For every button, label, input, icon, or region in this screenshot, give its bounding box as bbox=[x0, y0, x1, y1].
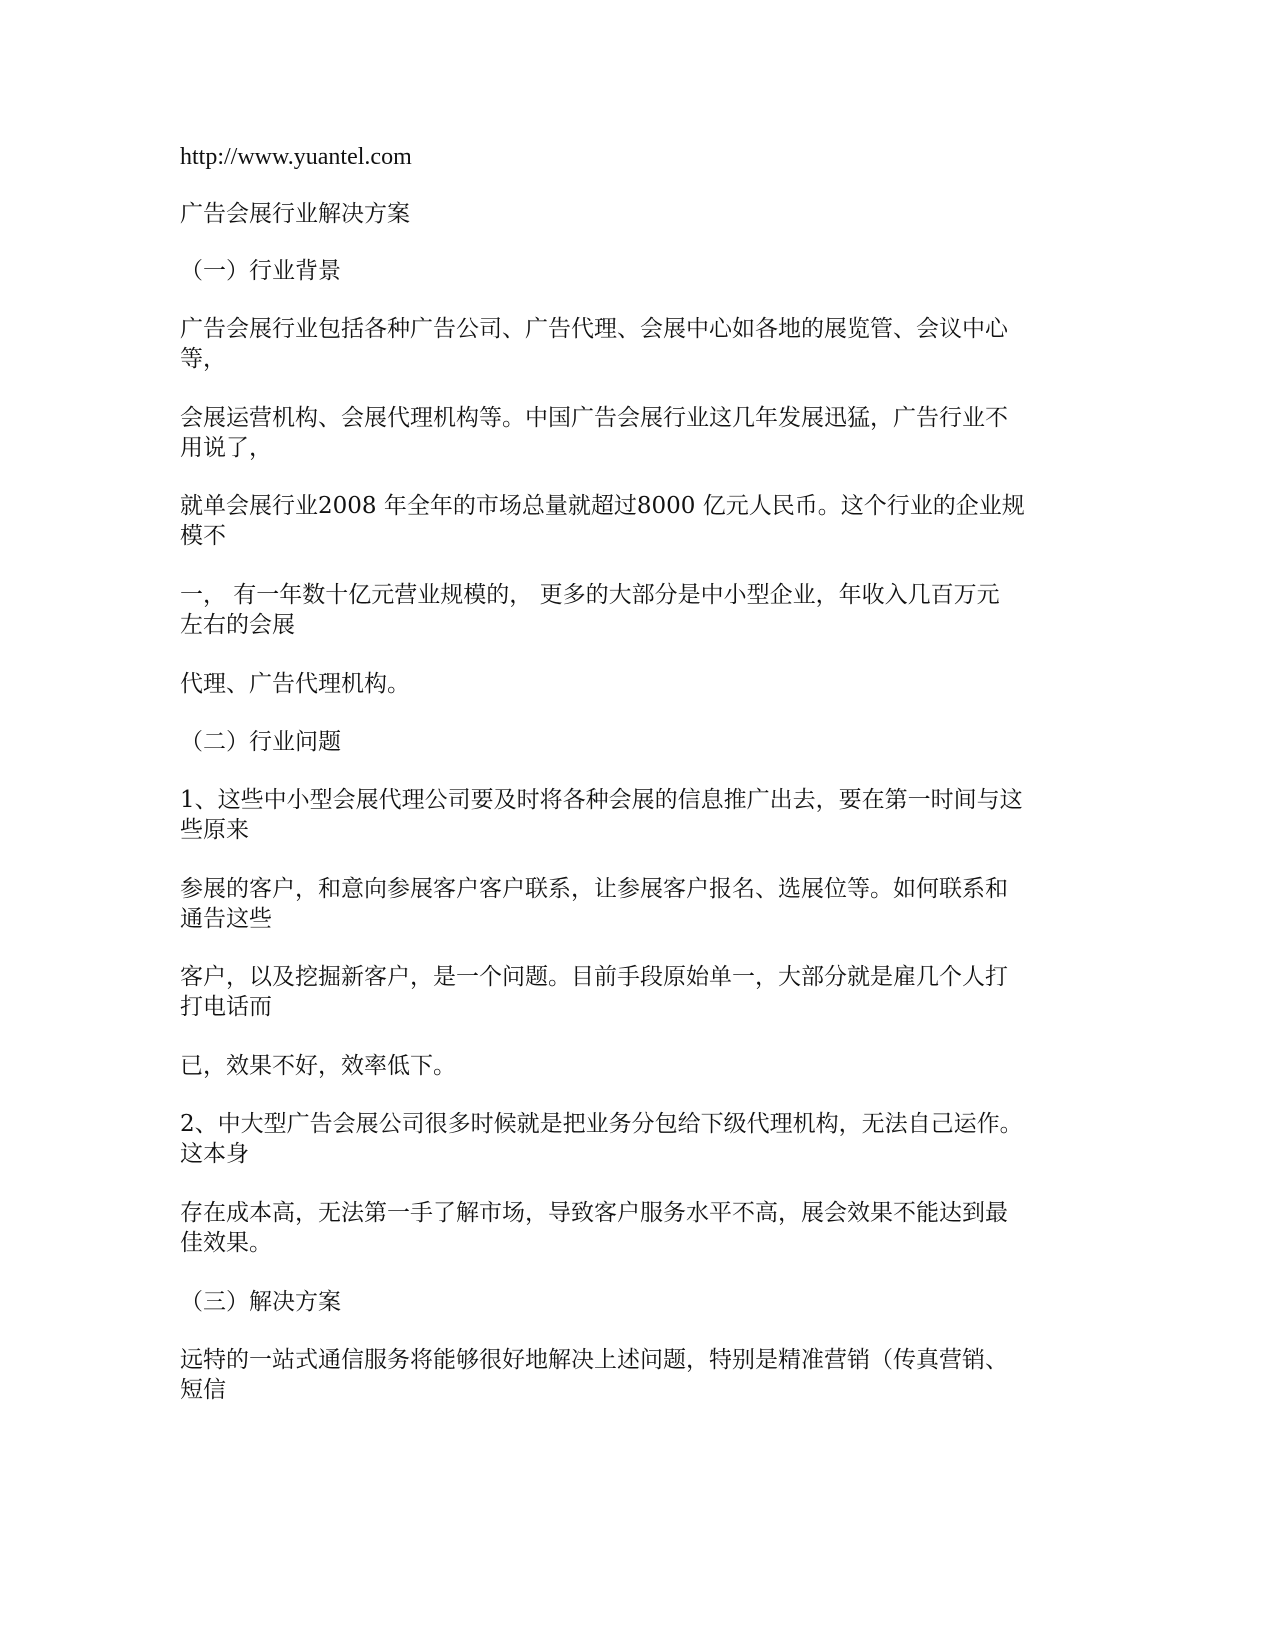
paragraph-line: 1、这些中小型会展代理公司要及时将各种会展的信息推广出去，要在第一时间与这 bbox=[180, 787, 1023, 813]
paragraph-line: 等， bbox=[180, 346, 226, 372]
paragraph-line: 模不 bbox=[180, 523, 226, 549]
section-heading-background: （一）行业背景 bbox=[180, 258, 341, 284]
paragraph-line: 2、中大型广告会展公司很多时候就是把业务分包给下级代理机构，无法自己运作。 bbox=[180, 1111, 1023, 1137]
paragraph-line: 代理、广告代理机构。 bbox=[180, 671, 410, 697]
paragraph-line: 广告会展行业包括各种广告公司、广告代理、会展中心如各地的展览管、会议中心 bbox=[180, 316, 1008, 342]
paragraph-line: 左右的会展 bbox=[180, 612, 295, 638]
paragraph-line: 已，效果不好，效率低下。 bbox=[180, 1053, 456, 1079]
section-heading-problems: （二）行业问题 bbox=[180, 729, 341, 755]
paragraph-line: 佳效果。 bbox=[180, 1230, 272, 1256]
paragraph-line: 存在成本高，无法第一手了解市场，导致客户服务水平不高，展会效果不能达到最 bbox=[180, 1200, 1008, 1226]
paragraph-line: 远特的一站式通信服务将能够很好地解决上述问题，特别是精准营销（传真营销、 bbox=[180, 1347, 1008, 1373]
source-url: http://www.yuantel.com bbox=[180, 144, 412, 170]
paragraph-line: 参展的客户，和意向参展客户客户联系，让参展客户报名、选展位等。如何联系和 bbox=[180, 876, 1008, 902]
paragraph-line: 就单会展行业2008 年全年的市场总量就超过8000 亿元人民币。这个行业的企业规 bbox=[180, 493, 1025, 519]
paragraph-line: 客户，以及挖掘新客户，是一个问题。目前手段原始单一，大部分就是雇几个人打 bbox=[180, 964, 1008, 990]
section-heading-solution: （三）解决方案 bbox=[180, 1289, 341, 1315]
paragraph-line: 短信 bbox=[180, 1377, 226, 1403]
document-title: 广告会展行业解决方案 bbox=[180, 201, 410, 227]
paragraph-line: 用说了， bbox=[180, 435, 272, 461]
paragraph-line: 会展运营机构、会展代理机构等。中国广告会展行业这几年发展迅猛，广告行业不 bbox=[180, 405, 1008, 431]
paragraph-line: 打电话而 bbox=[180, 994, 272, 1020]
paragraph-line: 这本身 bbox=[180, 1141, 249, 1167]
paragraph-line: 些原来 bbox=[180, 817, 249, 843]
paragraph-line: 通告这些 bbox=[180, 906, 272, 932]
paragraph-line: 一， 有一年数十亿元营业规模的， 更多的大部分是中小型企业，年收入几百万元 bbox=[180, 582, 1000, 608]
